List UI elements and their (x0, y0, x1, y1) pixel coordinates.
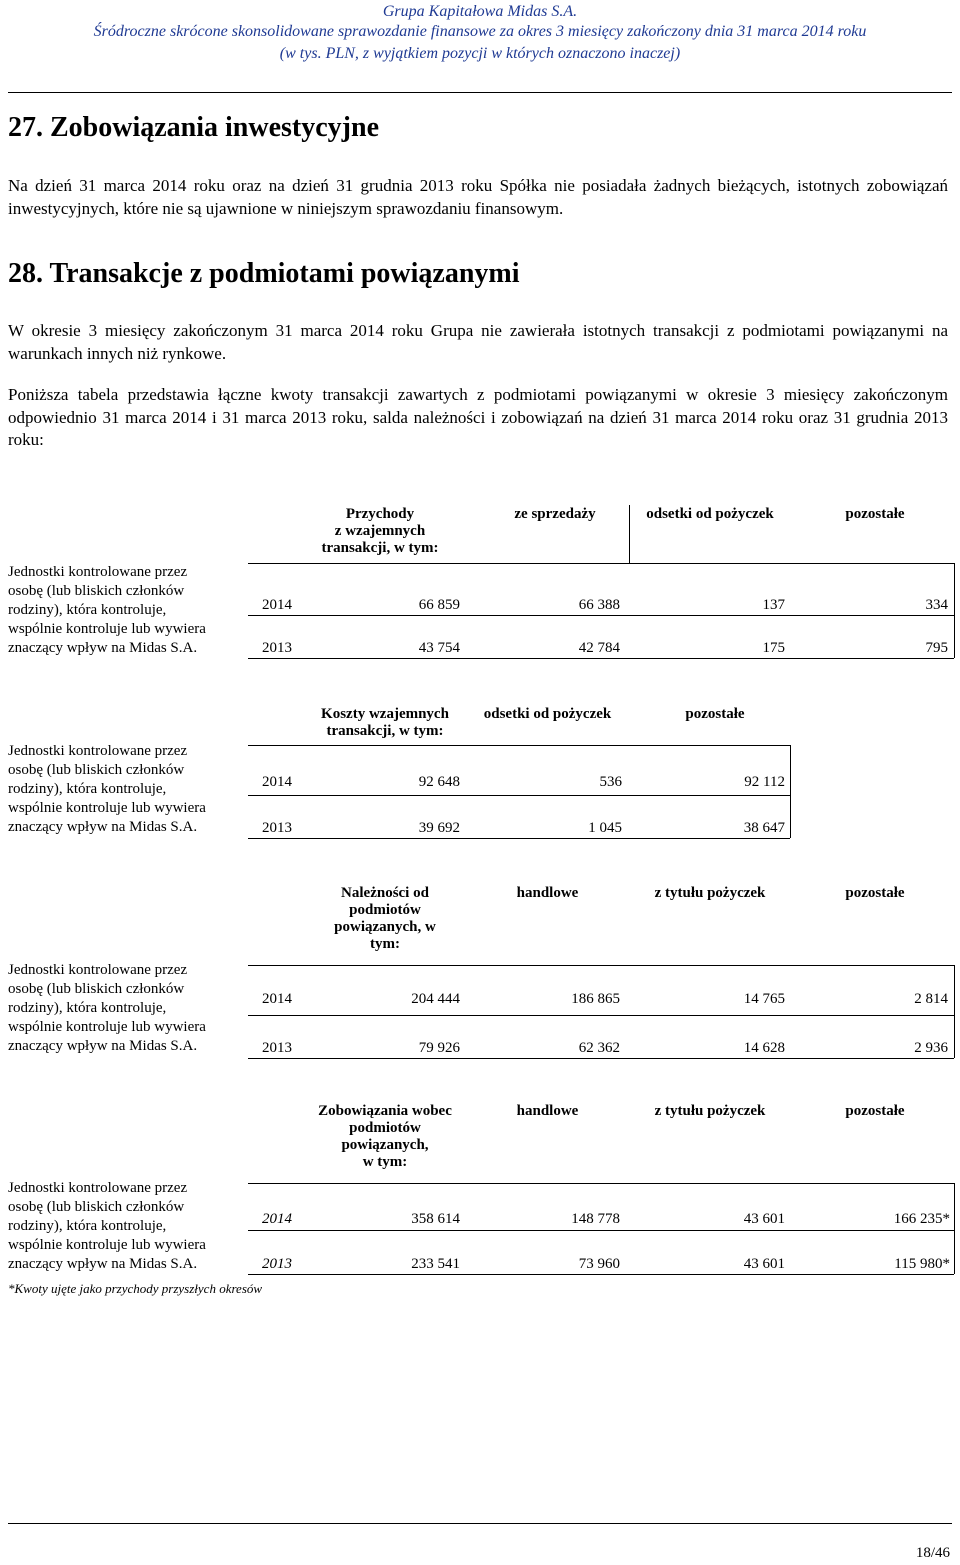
table2-year-2013: 2013 (262, 820, 292, 836)
section-28-text-1: W okresie 3 miesięcy zakończonym 31 marca 2014 roku Grupa nie zawierała istotnych transakcji z podmiotami powiązanymi na warunkach innych niż rynkowe. (8, 321, 948, 363)
table1-year-2014: 2014 (262, 597, 292, 613)
table3-cell: 79 926 (418, 1040, 460, 1056)
table3-header-total: Należności od podmiotów powiązanych, w tym: (334, 885, 436, 952)
table3-cell: 62 362 (578, 1040, 620, 1056)
table3-year-2014: 2014 (262, 991, 292, 1007)
table1-header-other: pozostałe (845, 506, 905, 522)
table2-rule (248, 745, 790, 746)
table2-year-2014: 2014 (262, 774, 292, 790)
table1-header-total: Przychody z wzajemnych transakcji, w tym: (321, 506, 439, 556)
table2-rule (248, 795, 790, 796)
table1-cell: 175 (762, 640, 785, 656)
table3-header-trade: handlowe (516, 885, 579, 901)
table4-cell: 43 601 (743, 1256, 785, 1272)
table4-year-2014: 2014 (262, 1211, 292, 1227)
table1-header-interest: odsetki od pożyczek (646, 506, 774, 522)
table3-year-2013: 2013 (262, 1040, 292, 1056)
table3-rule (248, 1058, 954, 1059)
section-28-title: 28. Transakcje z podmiotami powiązanymi (8, 258, 520, 289)
section-28-text-2: Poniższa tabela przedstawia łączne kwoty transakcji zawartych z podmiotami powiązanymi w okresie 3 miesięcy zakończonym odpowiednio 31 marca 2014 i 31 marca 2013 roku, salda należności i zobowiązań na dzień 31 marca 2014 roku oraz 31 grudnia 2013 roku: (8, 385, 948, 449)
table1-cell: 66 388 (578, 597, 620, 613)
table3-rule (248, 965, 954, 966)
table1-year-2013: 2013 (262, 640, 292, 656)
table1-cell: 66 859 (418, 597, 460, 613)
table2-cell: 38 647 (743, 820, 785, 836)
table1-cell: 43 754 (418, 640, 460, 656)
table2-cell: 536 (599, 774, 622, 790)
table2-header-interest: odsetki od pożyczek (483, 706, 612, 722)
table4-cell: 358 614 (411, 1211, 460, 1227)
table2-cell: 39 692 (418, 820, 460, 836)
table4-cell: 166 235* (893, 1211, 950, 1227)
table1-cell: 795 (925, 640, 948, 656)
table2-header-total: Koszty wzajemnych transakcji, w tym: (321, 706, 449, 739)
table4-year-2013: 2013 (262, 1256, 292, 1272)
table3-header-loans: z tytułu pożyczek (654, 885, 766, 901)
table3-cell: 2 936 (914, 1040, 948, 1056)
table4-cell: 115 980* (894, 1256, 950, 1272)
table2-cell: 1 045 (588, 820, 622, 836)
table1-cell: 42 784 (578, 640, 620, 656)
table4-rule (248, 1183, 954, 1184)
table2-cell: 92 112 (744, 774, 785, 790)
table1-cell: 334 (925, 597, 948, 613)
table4-header-loans: z tytułu pożyczek (654, 1103, 766, 1119)
table1-header-sales: ze sprzedaży (514, 506, 596, 522)
table3-cell: 14 628 (743, 1040, 785, 1056)
table4-header-total: Zobowiązania wobec podmiotów powiązanych, w tym: (318, 1103, 452, 1170)
footnote: *Kwoty ujęte jako przychody przyszłych okresów (8, 1281, 263, 1296)
table3-right-border (954, 965, 955, 1058)
table3-header-other: pozostałe (845, 885, 905, 901)
report-units: (w tys. PLN, z wyjątkiem pozycji w których oznaczono inaczej) (279, 45, 681, 62)
table3-cell: 204 444 (411, 991, 460, 1007)
table3-cell: 2 814 (914, 991, 948, 1007)
table4-cell: 233 541 (411, 1256, 460, 1272)
page-number: 18/46 (915, 1545, 950, 1561)
table3-rule (248, 1015, 954, 1016)
table3-cell: 14 765 (743, 991, 785, 1007)
header-divider (8, 92, 952, 93)
report-title: Śródroczne skrócone skonsolidowane sprawozdanie finansowe za okres 3 miesięcy zakończony dnia 31 marca 2014 roku (93, 23, 867, 40)
table2-rule (248, 838, 790, 839)
table4-rule (248, 1274, 954, 1275)
table4-header-trade: handlowe (516, 1103, 579, 1119)
table4-cell: 73 960 (578, 1256, 620, 1272)
company-name: Grupa Kapitałowa Midas S.A. (382, 3, 578, 20)
table1-rule (248, 615, 954, 616)
section-27-text: Na dzień 31 marca 2014 roku oraz na dzień 31 grudnia 2013 roku Spółka nie posiadała żadnych bieżących, istotnych zobowiązań inwestycyjnych, które nie są ujawnione w niniejszym sprawozdaniu finansowym. (8, 176, 948, 218)
table4-rule (248, 1230, 954, 1231)
table4-right-border (954, 1183, 955, 1274)
table1-right-border (954, 563, 955, 658)
table3-row-label: Jednostki kontrolowane przez osobę (lub bliskich członków rodziny), która kontroluje, wspólnie kontroluje lub wywiera znaczący wpływ na Midas S.A. (8, 962, 206, 1054)
table4-cell: 43 601 (743, 1211, 785, 1227)
table1-rule (248, 563, 954, 564)
section-27-title: 27. Zobowiązania inwestycyjne (8, 112, 379, 143)
table2-row-label: Jednostki kontrolowane przez osobę (lub bliskich członków rodziny), która kontroluje, wspólnie kontroluje lub wywiera znaczący wpływ na Midas S.A. (8, 743, 206, 835)
footer-divider (8, 1523, 952, 1524)
table3-cell: 186 865 (571, 991, 620, 1007)
table1-header-divider (629, 505, 630, 563)
table2-header-other: pozostałe (685, 706, 745, 722)
table2-cell: 92 648 (418, 774, 460, 790)
table2-right-border (790, 745, 791, 838)
table4-header-other: pozostałe (845, 1103, 905, 1119)
table4-row-label: Jednostki kontrolowane przez osobę (lub bliskich członków rodziny), która kontroluje, wspólnie kontroluje lub wywiera znaczący wpływ na Midas S.A. (8, 1180, 206, 1272)
table4-cell: 148 778 (571, 1211, 620, 1227)
table1-cell: 137 (762, 597, 785, 613)
table1-rule (248, 658, 954, 659)
table1-row-label: Jednostki kontrolowane przez osobę (lub bliskich członków rodziny), która kontroluje, wspólnie kontroluje lub wywiera znaczący wpływ na Midas S.A. (8, 564, 206, 656)
